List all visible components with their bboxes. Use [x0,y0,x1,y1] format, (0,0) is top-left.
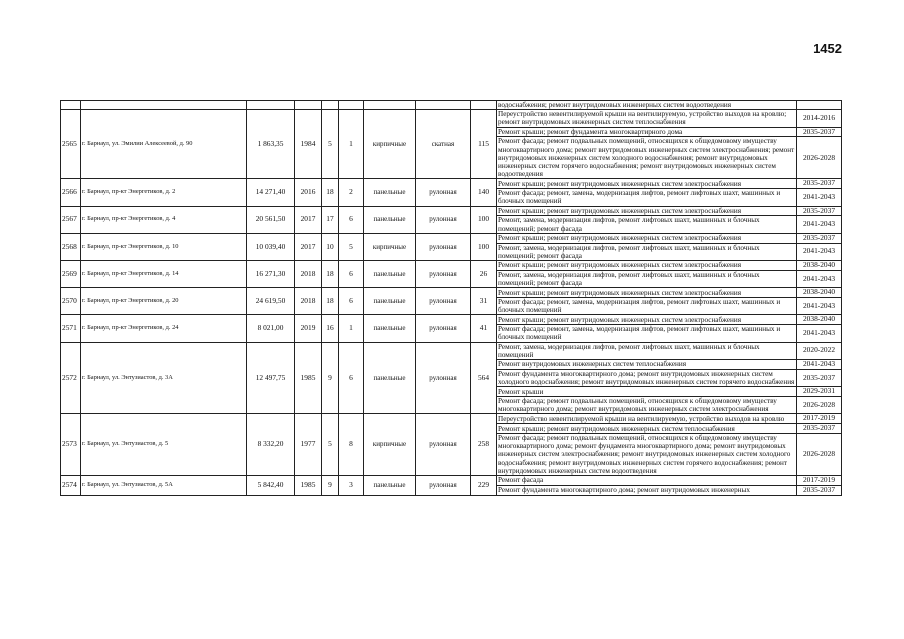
units-cell: 100 [471,206,497,233]
year-cell: 2018 [295,261,322,288]
work-description-cell: Ремонт фундамента многоквартирного дома; ремонт внутридомовых инженерных систем холодного водоснабжения; ремонт внутридомовых инженерных систем горячего водоснабжения [497,369,797,386]
work-description-cell: Ремонт фасада; ремонт, замена, модернизация лифтов, ремонт лифтовых шахт, машинных и блочных помещений [497,189,797,206]
work-period-cell: 2041-2043 [797,189,842,206]
work-period-cell: 2035-2037 [797,424,842,434]
carryover-empty-cell [471,101,497,110]
wall-material-cell: панельные [364,206,416,233]
work-description-cell: Ремонт фасада; ремонт подвальных помещений, относящихся к общедомовому имуществу многоквартирного дома; ремонт внутридомовых инженерных систем электроснабжения [497,397,797,414]
wall-material-cell: панельные [364,315,416,342]
carryover-empty-cell [322,101,339,110]
work-description-cell: Ремонт, замена, модернизация лифтов, ремонт лифтовых шахт, машинных и блочных помещений [497,342,797,359]
work-description-cell: Ремонт крыши; ремонт внутридомовых инженерных систем электроснабжения [497,233,797,243]
roof-type-cell: рулонная [416,233,471,260]
work-description-cell: Ремонт крыши; ремонт внутридомовых инженерных систем электроснабжения [497,288,797,298]
year-cell: 2017 [295,206,322,233]
address-cell: г. Барнаул, ул. Энтузиастов, д. 5 [81,414,247,476]
area-cell: 10 039,40 [247,233,295,260]
work-description-cell: Ремонт фундамента многоквартирного дома; ремонт внутридомовых инженерных [497,485,797,495]
building-number-cell: 2574 [61,476,81,496]
work-period-cell: 2041-2043 [797,360,842,370]
units-cell: 258 [471,414,497,476]
work-period-cell: 2041-2043 [797,270,842,287]
building-number-cell: 2569 [61,261,81,288]
work-description-cell: Ремонт, замена, модернизация лифтов, ремонт лифтовых шахт, машинных и блочных помещений; ремонт фасада [497,216,797,233]
address-cell: г. Барнаул, ул. Эмилии Алексеевой, д. 90 [81,110,247,179]
table-row [61,261,842,271]
carryover-empty-cell [339,101,364,110]
work-period-cell: 2026-2028 [797,434,842,476]
work-description-cell: Ремонт крыши; ремонт внутридомовых инженерных систем теплоснабжения [497,424,797,434]
address-cell: г. Барнаул, ул. Энтузиастов, д. 5А [81,476,247,496]
work-period-cell: 2035-2037 [797,369,842,386]
year-cell: 2018 [295,288,322,315]
building-number-cell: 2568 [61,233,81,260]
wall-material-cell: панельные [364,342,416,414]
roof-type-cell: рулонная [416,261,471,288]
units-cell: 140 [471,179,497,206]
address-cell: г. Барнаул, пр-кт Энергетиков, д. 2 [81,179,247,206]
work-description-cell: Ремонт, замена, модернизация лифтов, ремонт лифтовых шахт, машинных и блочных помещений; ремонт фасада [497,270,797,287]
work-description-cell: Ремонт крыши; ремонт фундамента многоквартирного дома [497,127,797,137]
table-row [61,315,842,325]
work-period-cell: 2035-2037 [797,127,842,137]
roof-type-cell: рулонная [416,288,471,315]
wall-material-cell: панельные [364,288,416,315]
roof-type-cell: рулонная [416,179,471,206]
work-period-cell: 2029-2031 [797,387,842,397]
floors-cell: 10 [322,233,339,260]
floors-cell: 18 [322,288,339,315]
work-period-cell: 2038-2040 [797,288,842,298]
units-cell: 41 [471,315,497,342]
entrances-cell: 8 [339,414,364,476]
roof-type-cell: рулонная [416,206,471,233]
carryover-empty-cell [247,101,295,110]
address-cell: г. Барнаул, пр-кт Энергетиков, д. 14 [81,261,247,288]
wall-material-cell: кирпичные [364,414,416,476]
work-description-cell: Переустройство невентилируемой крыши на вентилируемую, устройство выходов на кровлю [497,414,797,424]
floors-cell: 18 [322,179,339,206]
address-cell: г. Барнаул, пр-кт Энергетиков, д. 24 [81,315,247,342]
work-period-cell: 2035-2037 [797,206,842,216]
roof-type-cell: рулонная [416,342,471,414]
carryover-empty-cell [295,101,322,110]
area-cell: 20 561,50 [247,206,295,233]
building-number-cell: 2571 [61,315,81,342]
capital-repair-table [60,100,842,496]
area-cell: 14 271,40 [247,179,295,206]
units-cell: 229 [471,476,497,496]
work-description-cell: Ремонт фасада; ремонт подвальных помещений, относящихся к общедомовому имуществу многоквартирного дома; ремонт фундамента многоквартирного дома; ремонт внутридомовых инженерных систем электроснабжения; ремонт внутридомовых инженерных систем холодного водоснабжения; ремонт внутридомовых инженерных систем горячего водоснабжения; ремонт внутридомовых инженерных систем водоотведения [497,434,797,476]
work-description-cell: Ремонт фасада; ремонт, замена, модернизация лифтов, ремонт лифтовых шахт, машинных и блочных помещений [497,298,797,315]
building-number-cell: 2572 [61,342,81,414]
entrances-cell: 6 [339,261,364,288]
carryover-empty-cell [364,101,416,110]
table-row [61,342,842,359]
carryover-empty-cell [61,101,81,110]
address-cell: г. Барнаул, пр-кт Энергетиков, д. 4 [81,206,247,233]
work-description-cell: Ремонт внутридомовых инженерных систем теплоснабжения [497,360,797,370]
wall-material-cell: панельные [364,179,416,206]
year-cell: 1985 [295,342,322,414]
address-cell: г. Барнаул, пр-кт Энергетиков, д. 20 [81,288,247,315]
table-row [61,476,842,486]
work-description-cell: Ремонт крыши [497,387,797,397]
floors-cell: 5 [322,110,339,179]
carryover-work-cell: водоснабжения; ремонт внутридомовых инженерных систем водоотведения [497,101,797,110]
work-description-cell: Ремонт крыши; ремонт внутридомовых инженерных систем электроснабжения [497,261,797,271]
area-cell: 1 863,35 [247,110,295,179]
work-period-cell: 2035-2037 [797,485,842,495]
work-period-cell: 2041-2043 [797,325,842,342]
table-row [61,206,842,216]
table-body [61,101,842,496]
page-number: 1452 [813,41,842,56]
work-period-cell: 2020-2022 [797,342,842,359]
roof-type-cell: скатная [416,110,471,179]
area-cell: 24 619,50 [247,288,295,315]
area-cell: 12 497,75 [247,342,295,414]
units-cell: 31 [471,288,497,315]
wall-material-cell: кирпичные [364,233,416,260]
wall-material-cell: кирпичные [364,110,416,179]
floors-cell: 9 [322,342,339,414]
work-period-cell: 2035-2037 [797,233,842,243]
table-row [61,288,842,298]
table-row [61,179,842,189]
year-cell: 2016 [295,179,322,206]
entrances-cell: 2 [339,179,364,206]
entrances-cell: 1 [339,315,364,342]
entrances-cell: 1 [339,110,364,179]
area-cell: 16 271,30 [247,261,295,288]
floors-cell: 16 [322,315,339,342]
year-cell: 1984 [295,110,322,179]
work-description-cell: Ремонт крыши; ремонт внутридомовых инженерных систем электроснабжения [497,315,797,325]
work-period-cell: 2026-2028 [797,137,842,179]
year-cell: 2019 [295,315,322,342]
building-number-cell: 2570 [61,288,81,315]
work-description-cell: Ремонт фасада; ремонт, замена, модернизация лифтов, ремонт лифтовых шахт, машинных и блочных помещений [497,325,797,342]
units-cell: 26 [471,261,497,288]
wall-material-cell: панельные [364,261,416,288]
entrances-cell: 6 [339,342,364,414]
work-period-cell: 2014-2016 [797,110,842,127]
address-cell: г. Барнаул, пр-кт Энергетиков, д. 10 [81,233,247,260]
work-description-cell: Ремонт крыши; ремонт внутридомовых инженерных систем электроснабжения [497,179,797,189]
carryover-empty-cell [416,101,471,110]
area-cell: 8 332,20 [247,414,295,476]
work-description-cell: Ремонт фасада; ремонт подвальных помещений, относящихся к общедомовому имуществу многоквартирного дома; ремонт внутридомовых инженерных систем электроснабжения; ремонт внутридомовых инженерных систем холодного водоснабжения; ремонт внутридомовых инженерных систем горячего водоснабжения; ремонт внутридомовых инженерных систем водоотведения [497,137,797,179]
year-cell: 2017 [295,233,322,260]
carryover-row [61,101,842,110]
building-number-cell: 2566 [61,179,81,206]
floors-cell: 17 [322,206,339,233]
entrances-cell: 6 [339,206,364,233]
work-description-cell: Ремонт, замена, модернизация лифтов, ремонт лифтовых шахт, машинных и блочных помещений; ремонт фасада [497,243,797,260]
work-period-cell: 2038-2040 [797,315,842,325]
work-description-cell: Переустройство невентилируемой крыши на вентилируемую, устройство выходов на кровлю; ремонт внутридомовых инженерных систем теплоснабжения [497,110,797,127]
work-description-cell: Ремонт крыши; ремонт внутридомовых инженерных систем электроснабжения [497,206,797,216]
work-period-cell: 2041-2043 [797,216,842,233]
units-cell: 115 [471,110,497,179]
floors-cell: 18 [322,261,339,288]
entrances-cell: 6 [339,288,364,315]
work-period-cell: 2038-2040 [797,261,842,271]
area-cell: 5 842,40 [247,476,295,496]
work-period-cell: 2026-2028 [797,397,842,414]
entrances-cell: 3 [339,476,364,496]
roof-type-cell: рулонная [416,414,471,476]
table-row [61,110,842,127]
table-row [61,233,842,243]
roof-type-cell: рулонная [416,315,471,342]
address-cell: г. Барнаул, ул. Энтузиастов, д. 3А [81,342,247,414]
year-cell: 1985 [295,476,322,496]
work-description-cell: Ремонт фасада [497,476,797,486]
units-cell: 564 [471,342,497,414]
work-period-cell: 2017-2019 [797,414,842,424]
building-number-cell: 2565 [61,110,81,179]
carryover-empty-cell [81,101,247,110]
entrances-cell: 5 [339,233,364,260]
carryover-empty-cell [797,101,842,110]
work-period-cell: 2041-2043 [797,298,842,315]
floors-cell: 5 [322,414,339,476]
table-row [61,414,842,424]
work-period-cell: 2017-2019 [797,476,842,486]
building-number-cell: 2573 [61,414,81,476]
year-cell: 1977 [295,414,322,476]
building-number-cell: 2567 [61,206,81,233]
units-cell: 100 [471,233,497,260]
area-cell: 8 021,00 [247,315,295,342]
work-period-cell: 2035-2037 [797,179,842,189]
work-period-cell: 2041-2043 [797,243,842,260]
roof-type-cell: рулонная [416,476,471,496]
wall-material-cell: панельные [364,476,416,496]
floors-cell: 9 [322,476,339,496]
